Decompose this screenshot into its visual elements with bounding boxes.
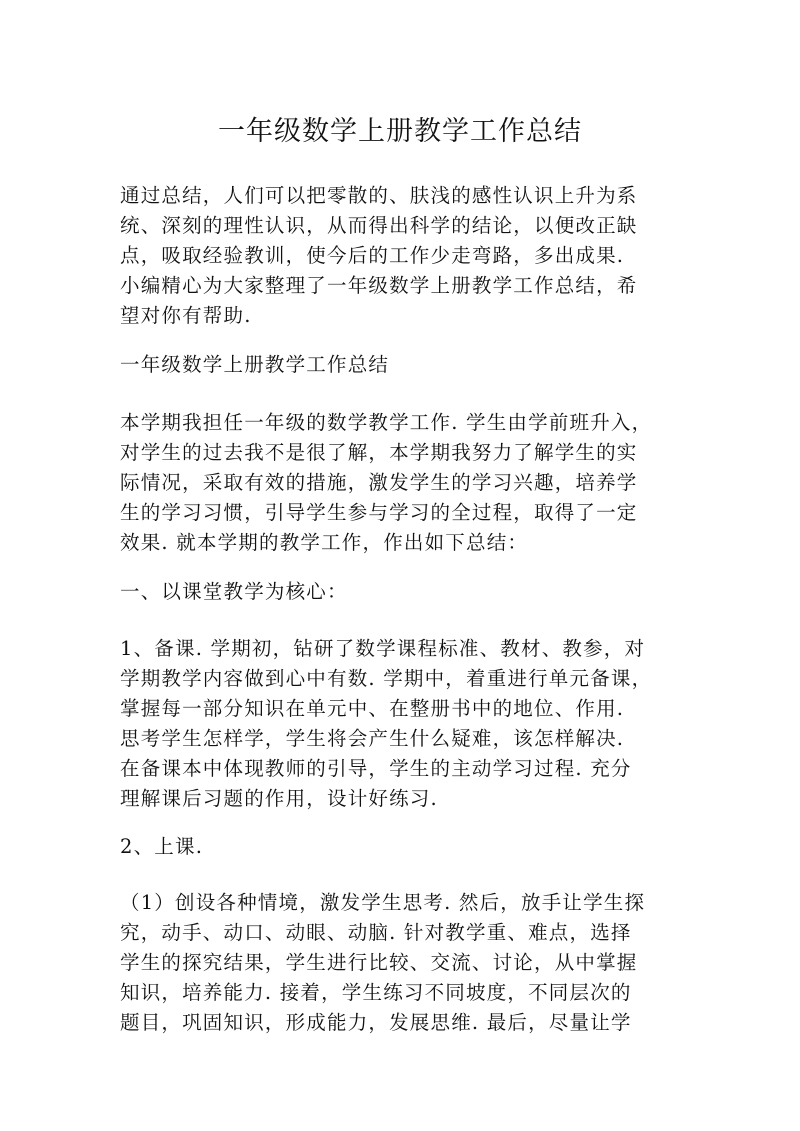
paragraph-intro [120, 181, 680, 331]
text-line: 效果. 就本学期的教学工作，作出如下总结： [120, 531, 529, 554]
text-line: 思考学生怎样学，学生将会产生什么疑难，该怎样解决. [120, 727, 625, 750]
text-line: 在备课本中体现教师的引导，学生的主动学习过程. 充分 [120, 757, 632, 780]
text-line: 学生的探究结果，学生进行比较、交流、讨论，从中掌握 [120, 951, 638, 974]
text-line: （1）创设各种情境，激发学生思考. 然后，放手让学生探 [120, 891, 646, 914]
text-line: 学期教学内容做到心中有数. 学期中，着重进行单元备课， [120, 667, 653, 690]
text-line: 掌握每一部分知识在单元中、在整册书中的地位、作用. [120, 697, 625, 720]
section-heading [120, 350, 680, 380]
text-line: 统、深刻的理性认识，从而得出科学的结论，以便改正缺 [120, 214, 638, 237]
document-title: 一年级数学上册教学工作总结 [218, 116, 582, 147]
section-heading-class [120, 832, 680, 862]
text-line: 生的学习习惯，引导学生参与学习的全过程，取得了一定 [120, 501, 638, 524]
text-line: 对学生的过去我不是很了解，本学期我努力了解学生的实 [120, 441, 638, 464]
text-line: 理解课后习题的作用，设计好练习. [120, 787, 438, 810]
paragraph-class-situations [120, 888, 680, 1038]
text-line: 通过总结，人们可以把零散的、肤浅的感性认识上升为系 [120, 184, 638, 207]
text-line: 小编精心为大家整理了一年级数学上册教学工作总结，希 [120, 274, 638, 297]
text-line: 2、上课. [120, 835, 204, 858]
text-line: 1、备课. 学期初，钻研了数学课程标准、教材、教参，对 [120, 637, 646, 660]
text-line: 际情况，采取有效的措施，激发学生的学习兴趣，培养学 [120, 471, 638, 494]
text-line: 一、以课堂教学为核心： [120, 580, 348, 603]
text-line: 究，动手、动口、动眼、动脑. 针对教学重、难点，选择 [120, 921, 632, 944]
text-line: 知识，培养能力. 接着，学生练习不同坡度，不同层次的 [120, 981, 632, 1004]
text-line: 望对你有帮助. [120, 304, 252, 327]
text-line: 本学期我担任一年级的数学教学工作. 学生由学前班升入， [120, 411, 653, 434]
text-line: 一年级数学上册教学工作总结 [120, 353, 390, 376]
section-heading-core [120, 577, 680, 607]
paragraph-lesson-prep [120, 634, 680, 814]
paragraph-overview [120, 408, 680, 558]
text-line: 点，吸取经验教训，使今后的工作少走弯路，多出成果. [120, 244, 625, 267]
text-line: 题目，巩固知识，形成能力，发展思维. 最后，尽量让学 [120, 1011, 632, 1034]
